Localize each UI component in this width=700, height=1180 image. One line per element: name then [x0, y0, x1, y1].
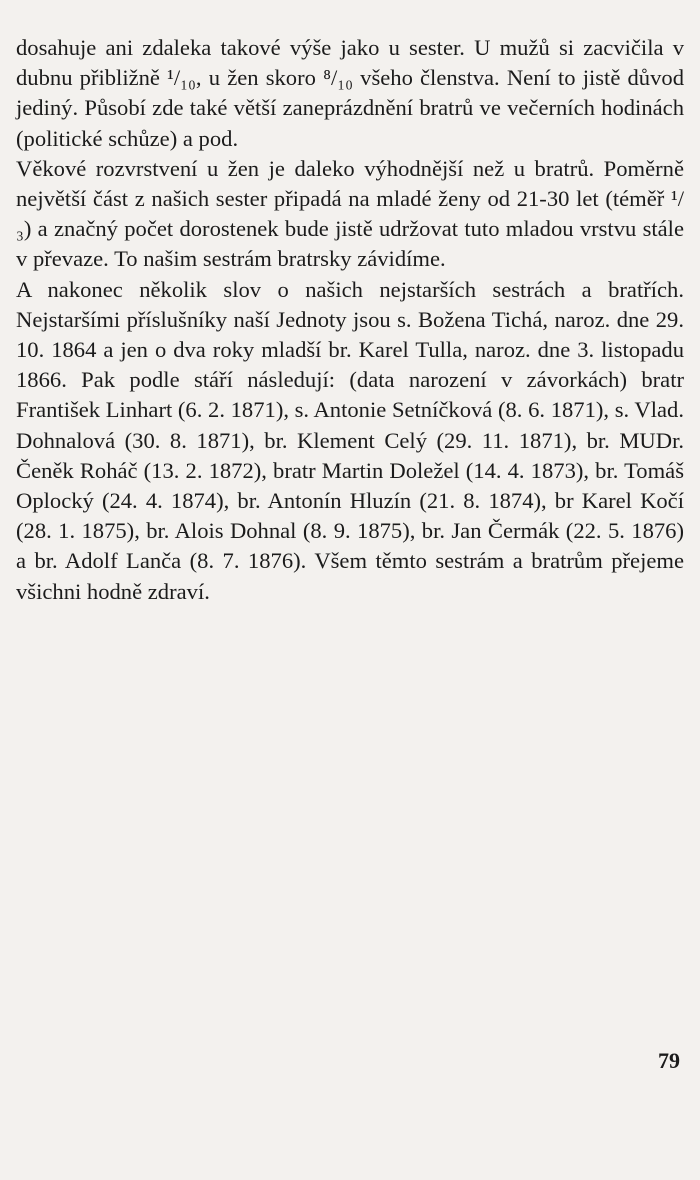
page-number: 79 — [658, 1048, 680, 1073]
paragraph-oldest-members: A nakonec několik slov o našich nejstarších sestrách a bratřích. Nejstaršími příslušníky naší Jednoty jsou s. Božena Tichá, naroz. dne 29. 10. 1864 a jen o dva roky mladší br. Karel Tulla, naroz. dne 3. listopadu 1866. Pak podle stáří následují: (data narození v závorkách) bratr František Linhart (6. 2. 1871), s. Antonie Setníčková (8. 6. 1871), s. Vlad. Dohnalová (30. 8. 1871), br. Klement Celý (29. 11. 1871), br. MUDr. Čeněk Roháč (13. 2. 1872), bratr Martin Doležel (14. 4. 1873), br. Tomáš Oplocký (24. 4. 1874), br. Antonín Hluzín (21. 8. 1874), br Karel Kočí (28. 1. 1875), br. Alois Dohnal (8. 9. 1875), br. Jan Čermák (22. 5. 1876) a br. Adolf Lanča (8. 7. 1876). Všem těmto sestrám a bratrům přejeme všichni hodně zdraví. — [16, 276, 684, 604]
paragraph-age-distribution: Věkové rozvrstvení u žen je daleko výhodnější než u bratrů. Poměrně největší část z našich sester připadá na mladé ženy od 21-30 let (téměř ¹/₃) a značný počet dorostenek bude jistě udržovat tuto mladou vrstvu stále v převaze. To našim sestrám bratrsky závidíme. — [16, 155, 684, 272]
paragraph-member-exercise: dosahuje ani zdaleka takové výše jako u sester. U mužů si zacvičila v dubnu přibližně ¹/₁₀, u žen skoro ⁸/₁₀ všeho členstva. Není to jistě důvod jediný. Působí zde také větší zaneprázdnění bratrů ve večerních hodinách (politické schůze) a pod. — [16, 35, 684, 151]
body-text — [16, 33, 684, 607]
